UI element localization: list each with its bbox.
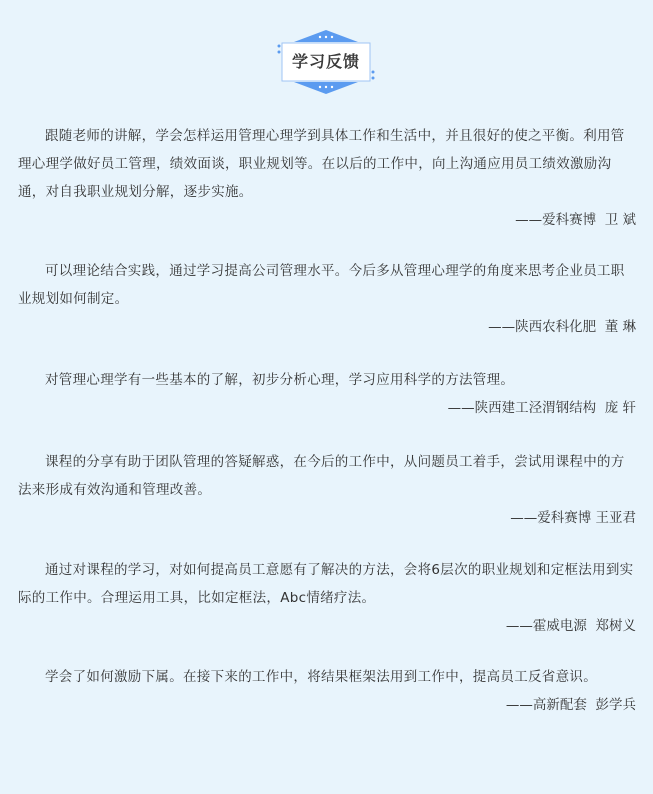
- feedback-text: 通过对课程的学习，对如何提高员工意愿有了解决的方法，会将6层次的职业规划和定框法用到实际的工作中。合理运用工具，比如定框法，Abc情绪疗法。: [18, 562, 634, 606]
- feedback-signature: ——爱科赛博 王亚君: [510, 510, 636, 526]
- feedback-entry: [18, 663, 636, 719]
- feedback-entry: [18, 257, 636, 341]
- page-title: 学习反馈: [291, 52, 360, 71]
- feedback-entry: [18, 556, 636, 640]
- feedback-signature: ——爱科赛博 卫 斌: [515, 212, 636, 228]
- feedback-text: 学会了如何激励下属。在接下来的工作中，将结果框架法用到工作中，提高员工反省意识。: [45, 669, 597, 685]
- feedback-signature: ——霍威电源 郑树义: [505, 618, 636, 634]
- feedback-text: 跟随老师的讲解，学会怎样运用管理心理学到具体工作和生活中，并且很好的使之平衡。利用管理心理学做好员工管理，绩效面谈，职业规划等。在以后的工作中，向上沟通应用员工绩效激励沟通，对自我职业规划分解，逐步实施。: [18, 128, 625, 200]
- feedback-entry: [18, 366, 636, 422]
- feedback-entry: [18, 448, 636, 532]
- feedback-text: 课程的分享有助于团队管理的答疑解惑，在今后的工作中，从问题员工着手，尝试用课程中的方法来形成有效沟通和管理改善。: [18, 454, 625, 498]
- feedback-signature: ——陕西建工泾渭钢结构 庞 轩: [447, 400, 636, 416]
- feedback-entry: [18, 122, 636, 234]
- feedback-signature: ——高新配套 彭学兵: [505, 697, 636, 713]
- feedback-text: 对管理心理学有一些基本的了解，初步分析心理，学习应用科学的方法管理。: [45, 372, 515, 388]
- feedback-text: 可以理论结合实践，通过学习提高公司管理水平。今后多从管理心理学的角度来思考企业员工职业规划如何制定。: [18, 263, 625, 307]
- feedback-signature: ——陕西农科化肥 董 琳: [488, 319, 636, 335]
- title-badge: [276, 30, 376, 94]
